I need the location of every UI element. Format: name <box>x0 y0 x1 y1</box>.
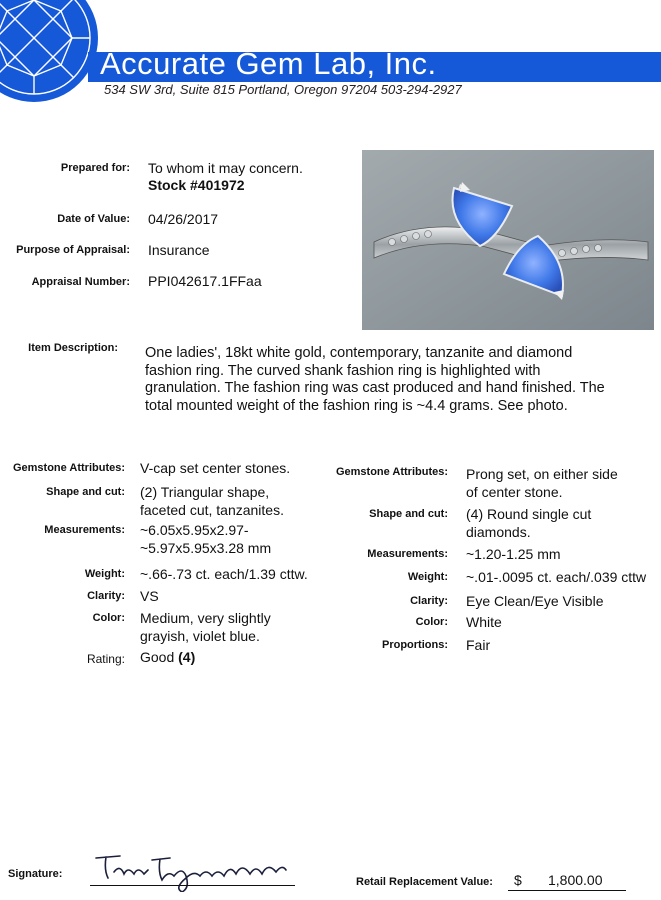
purpose-label: Purpose of Appraisal: <box>16 244 130 256</box>
gem-right-shape-label: Shape and cut: <box>369 508 448 520</box>
gem-right-clarity: Eye Clean/Eye Visible <box>466 593 604 609</box>
gem-right-proportions: Fair <box>466 637 491 653</box>
appraisal-number-label: Appraisal Number: <box>31 276 130 288</box>
gem-right-attributes-line: Prong set, on either side <box>466 466 618 482</box>
gem-left-rating-grade: (4) <box>178 649 196 665</box>
purpose-value: Insurance <box>148 242 210 258</box>
prepared-for-label: Prepared for: <box>60 162 130 174</box>
gem-right-shape-line: (4) Round single cut <box>466 506 592 522</box>
retail-value: 1,800.00 <box>548 872 603 888</box>
gem-left-color-line: grayish, violet blue. <box>140 628 260 644</box>
gem-left-shape-label: Shape and cut: <box>46 486 125 498</box>
gem-left-color-label: Color: <box>92 612 125 624</box>
retail-value-label: Retail Replacement Value: <box>356 876 493 888</box>
gem-left-attributes-label: Gemstone Attributes: <box>12 462 125 474</box>
gem-left-clarity-label: Clarity: <box>87 590 125 602</box>
gem-left-measurements-line: ~5.97x5.95x3.28 mm <box>140 540 272 556</box>
retail-value-line <box>508 890 626 891</box>
prepared-for-value: To whom it may concern. <box>148 160 303 176</box>
gem-right-color: White <box>466 614 502 630</box>
gem-right-shape-line: diamonds. <box>466 524 531 540</box>
gem-left-color-line: Medium, very slightly <box>140 610 271 626</box>
gem-left-weight-label: Weight: <box>84 568 125 580</box>
gem-left-attributes: V-cap set center stones. <box>140 460 291 476</box>
date-of-value: 04/26/2017 <box>148 211 219 227</box>
gem-left-rating-value: Good <box>140 649 175 665</box>
gem-right-measurements: ~1.20-1.25 mm <box>466 546 561 562</box>
ring-photo <box>362 150 654 330</box>
gem-left-measurements-label: Measurements: <box>44 524 125 536</box>
company-address: 534 SW 3rd, Suite 815 Portland, Oregon 97204 503-294-2927 <box>104 82 462 97</box>
item-description-line: One ladies', 18kt white gold, contemporary, tanzanite and diamond <box>145 345 573 361</box>
gem-left-rating-label: Rating: <box>86 652 125 666</box>
date-of-value-label: Date of Value: <box>57 213 130 225</box>
gem-left-shape-line: faceted cut, tanzanites. <box>140 502 284 518</box>
ring-image <box>362 150 654 330</box>
gem-right-weight: ~.01-.0095 ct. each/.039 cttw <box>466 569 647 585</box>
appraisal-number: PPI042617.1FFaa <box>148 273 262 289</box>
gem-right-attributes-label: Gemstone Attributes: <box>335 466 448 478</box>
gem-right-clarity-label: Clarity: <box>410 595 448 607</box>
gem-right-weight-label: Weight: <box>407 571 448 583</box>
item-description-line: fashion ring. The curved shank fashion ring is highlighted with <box>145 362 541 379</box>
gem-left-shape-line: (2) Triangular shape, <box>140 484 270 500</box>
item-description <box>145 345 645 415</box>
gem-left-clarity: VS <box>140 588 159 604</box>
gem-left-measurements-line: ~6.05x5.95x2.97- <box>140 522 249 538</box>
item-description-line: granulation. The fashion ring was cast produced and hand finished. The <box>145 380 605 396</box>
gem-right-proportions-label: Proportions: <box>382 639 448 651</box>
signature-line <box>90 885 295 886</box>
company-name: Accurate Gem Lab, Inc. <box>100 46 437 81</box>
stock-number: Stock #401972 <box>148 177 245 193</box>
item-description-label: Item Description: <box>28 342 118 354</box>
gem-left-rating <box>140 649 195 666</box>
gem-left-weight: ~.66-.73 ct. each/1.39 cttw. <box>140 566 308 582</box>
signature-label: Signature: <box>8 868 63 880</box>
gem-right-color-label: Color: <box>415 616 448 628</box>
item-description-line: total mounted weight of the fashion ring is ~4.4 grams. See photo. <box>145 397 568 414</box>
currency-symbol: $ <box>514 872 522 888</box>
gem-right-attributes-line: of center stone. <box>466 484 563 500</box>
company-logo-gem-icon <box>0 0 102 106</box>
gem-right-measurements-label: Measurements: <box>367 548 448 560</box>
